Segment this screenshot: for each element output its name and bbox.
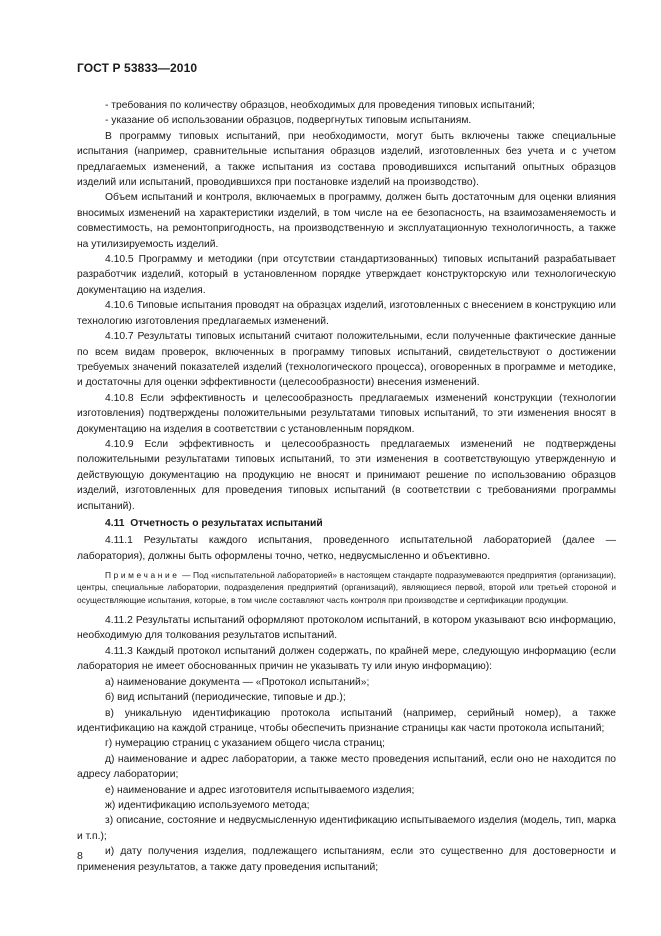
- paragraph: 4.11.1 Результаты каждого испытания, проведенного испытательной лабораторией (далее — лаборатория), должны быть оформлены точно, четко, недвусмысленно и объективно.: [77, 535, 616, 562]
- list-item: б) вид испытаний (периодические, типовые и др.);: [105, 692, 346, 704]
- paragraph: 4.10.6 Типовые испытания проводят на образцах изделий, изготовленных с внесением в конструкцию или технологию изготовления предлагаемых изменений.: [77, 300, 616, 327]
- paragraph: 4.10.8 Если эффективность и целесообразность предлагаемых изменений конструкции (технологии изготовления) подтверждены положительными результатами типовых испытаний, то эти изменения вносят в документацию на изделия в соответствии с установленным порядком.: [77, 392, 616, 435]
- paragraph: 4.10.5 Программу и методики (при отсутствии стандартизованных) типовых испытаний разрабатывает разработчик изделий, который в установленном порядке утверждает конструкторскую или технологическую документацию на изделия.: [77, 254, 616, 296]
- list-item: и) дату получения изделия, подлежащего испытаниям, если это существенно для достоверности и применения результатов, а также дату проведения испытаний;: [77, 846, 616, 873]
- paragraph: В программу типовых испытаний, при необходимости, могут быть включены также специальные испытания (например, сравнительные испытания образцов изделий, изготовленных без учета и с учетом предлагаемых изменений, а также испытания из состава проводившихся испытаний опытных образцов изделий или испытаний, проводившихся при постановке изделий на производство).: [77, 130, 616, 189]
- list-item: в) уникальную идентификацию протокола испытаний (например, серийный номер), а также идентификацию на каждой странице, чтобы обеспечить признание страницы как части протокола испытаний;: [77, 707, 616, 734]
- list-item: д) наименование и адрес лаборатории, а также место проведения испытаний, если оно не находится по адресу лаборатории;: [77, 753, 616, 781]
- paragraph: 4.11.3 Каждый протокол испытаний должен содержать, по крайней мере, следующую информацию (если лаборатория не имеет обоснованных причин не указывать ту или иную информацию):: [77, 645, 616, 673]
- note-label: Примечание: [105, 570, 180, 581]
- list-item: з) описание, состояние и недвусмысленную идентификацию испытываемого изделия (модель, тип, марка и т.п.);: [77, 815, 616, 842]
- note-text: — Под «испытательной лабораторией» в настоящем стандарте подразумеваются предприятия (организации), центры, специальные лаборатории, подразделения предприятий (организаций), являющиеся первой, второй или третьей стороной и осуществляющие испытания, которые, в том числе составляют часть контроля при производстве и сертификации продукции.: [77, 570, 616, 605]
- standard-header: ГОСТ Р 53833—2010: [77, 61, 198, 75]
- list-item: ж) идентификацию используемого метода;: [105, 799, 310, 811]
- list-item: е) наименование и адрес изготовителя испытываемого изделия;: [105, 784, 415, 796]
- paragraph: - требования по количеству образцов, необходимых для проведения типовых испытаний;: [105, 100, 535, 111]
- paragraph: 4.10.7 Результаты типовых испытаний считают положительными, если полученные фактические данные по всем видам проверок, включенных в программу типовых испытаний, свидетельствуют о достижении требуемых значений показателей изделий (технологического процесса), оговоренных в программе и методике, и достаточны для оценки эффективности (целесообразности) внесения изменений.: [77, 331, 616, 389]
- page-number: 8: [77, 850, 83, 862]
- list-item: г) нумерацию страниц с указанием общего числа страниц;: [105, 738, 386, 750]
- document-body: [77, 98, 616, 875]
- paragraph: 4.10.9 Если эффективность и целесообразность предлагаемых изменений не подтверждены положительными результатами типовых испытаний, то эти изменения в соответствующую утвержденную и действующую документацию на продукцию не вносят и принимают решение по использованию образцов изделий, изготовленных для проведения типовых испытаний (в соответствии с требованиями программы испытаний).: [77, 438, 616, 512]
- paragraph: Объем испытаний и контроля, включаемых в программу, должен быть достаточным для оценки влияния вносимых изменений на характеристики изделий, в том числе на ее безопасность, на взаимозаменяемость и совместимость, на ремонтопригодность, на производственную и эксплуатационную технологичность, а также на утилизируемость изделий.: [77, 192, 616, 250]
- section-heading: [77, 516, 616, 531]
- paragraph: 4.11.2 Результаты испытаний оформляют протоколом испытаний, в котором указывают всю информацию, необходимую для толкования результатов испытаний.: [77, 615, 616, 642]
- list-item: а) наименование документа — «Протокол испытаний»;: [105, 676, 370, 688]
- section-title: Отчетность о результатах испытаний: [130, 517, 323, 529]
- paragraph: - указание об использовании образцов, подвергнутых типовым испытаниям.: [105, 115, 472, 127]
- section-number: 4.11: [105, 517, 125, 529]
- note: [77, 569, 616, 606]
